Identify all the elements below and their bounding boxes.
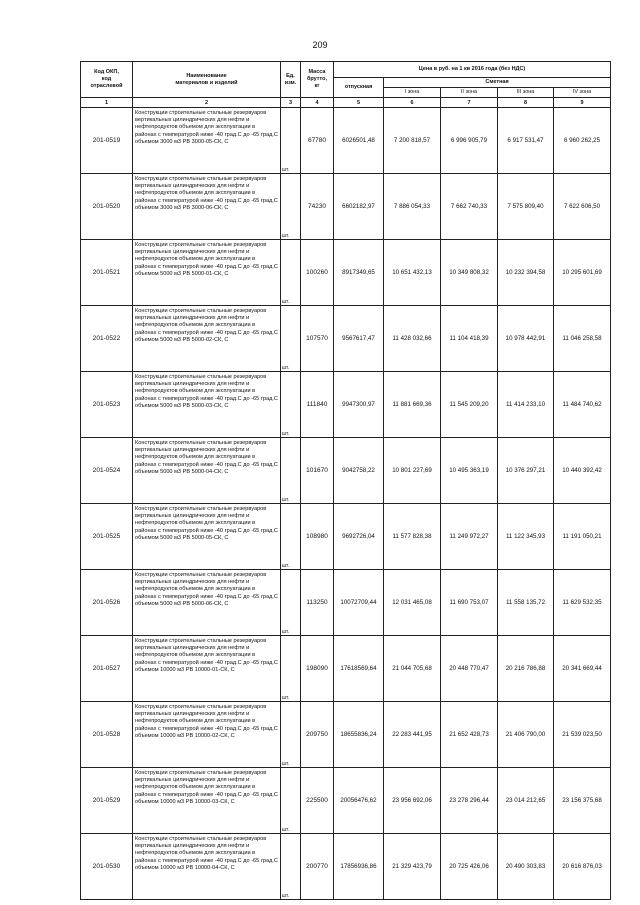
gross-mass: 101670 xyxy=(301,438,334,504)
material-name: Конструкции строительные стальные резервуаров вертикальных цилиндрических для нефти и нефтепродуктов объемом для эксплуатации в районах с температурой ниже -40 град.С до -65 град.С объемом 10000 м3 РВ 10000-03-СК, С xyxy=(133,768,281,834)
price-zone-4: 20 341 669,44 xyxy=(554,636,611,702)
table-row xyxy=(81,834,611,900)
unit-of-measure: шт. xyxy=(281,108,301,174)
wholesale-price: 18655836,24 xyxy=(334,702,384,768)
okp-code: 201-0527 xyxy=(81,636,133,702)
column-number: 3 xyxy=(281,98,301,108)
table-row xyxy=(81,240,611,306)
column-number-row xyxy=(81,98,611,108)
material-name: Конструкции строительные стальные резервуаров вертикальных цилиндрических для нефти и нефтепродуктов объемом для эксплуатации в районах с температурой ниже -40 град.С до -65 град.С объемом 10000 м3 РВ 10000-04-СК, С xyxy=(133,834,281,900)
gross-mass: 113250 xyxy=(301,570,334,636)
price-zone-2: 6 996 905,79 xyxy=(441,108,498,174)
price-zone-3: 11 558 135,72 xyxy=(498,570,554,636)
header-wholesale: отпускная xyxy=(334,78,384,98)
material-name: Конструкции строительные стальные резервуаров вертикальных цилиндрических для нефти и нефтепродуктов объемом для эксплуатации в районах с температурой ниже -40 град.С до -65 град.С объемом 5000 м3 РВ 5000-05-СК, С xyxy=(133,504,281,570)
price-zone-3: 20 490 303,83 xyxy=(498,834,554,900)
header-zone-2: II зона xyxy=(441,88,498,98)
price-zone-1: 11 881 669,36 xyxy=(384,372,441,438)
price-zone-3: 10 376 297,21 xyxy=(498,438,554,504)
price-zone-2: 10 495 363,19 xyxy=(441,438,498,504)
price-zone-3: 10 978 442,91 xyxy=(498,306,554,372)
price-zone-2: 11 104 418,39 xyxy=(441,306,498,372)
wholesale-price: 20056476,62 xyxy=(334,768,384,834)
gross-mass: 209750 xyxy=(301,702,334,768)
unit-of-measure: шт. xyxy=(281,570,301,636)
unit-of-measure: шт. xyxy=(281,504,301,570)
price-zone-1: 11 428 032,66 xyxy=(384,306,441,372)
wholesale-price: 10072709,44 xyxy=(334,570,384,636)
material-name: Конструкции строительные стальные резервуаров вертикальных цилиндрических для нефти и нефтепродуктов объемом для эксплуатации в районах с температурой ниже -40 град.С до -65 град.С объемом 5000 м3 РВ 5000-06-СК, С xyxy=(133,570,281,636)
price-zone-1: 10 801 227,69 xyxy=(384,438,441,504)
price-zone-1: 11 577 828,38 xyxy=(384,504,441,570)
price-zone-4: 20 616 876,03 xyxy=(554,834,611,900)
price-zone-1: 21 044 705,68 xyxy=(384,636,441,702)
table-row xyxy=(81,768,611,834)
column-number: 1 xyxy=(81,98,133,108)
price-zone-4: 10 295 601,69 xyxy=(554,240,611,306)
price-zone-2: 11 690 753,07 xyxy=(441,570,498,636)
table-row xyxy=(81,702,611,768)
price-zone-4: 11 046 258,58 xyxy=(554,306,611,372)
price-zone-3: 11 122 345,93 xyxy=(498,504,554,570)
material-name: Конструкции строительные стальные резервуаров вертикальных цилиндрических для нефти и нефтепродуктов объемом для эксплуатации в районах с температурой ниже -40 град.С до -65 град.С объемом 10000 м3 РВ 10000-01-СК, С xyxy=(133,636,281,702)
header-zone-1: I зона xyxy=(384,88,441,98)
column-number: 2 xyxy=(133,98,281,108)
price-zone-4: 11 484 740,62 xyxy=(554,372,611,438)
price-zone-2: 23 278 296,44 xyxy=(441,768,498,834)
price-zone-2: 11 545 209,20 xyxy=(441,372,498,438)
okp-code: 201-0520 xyxy=(81,174,133,240)
wholesale-price: 9567617,47 xyxy=(334,306,384,372)
price-zone-4: 10 440 392,42 xyxy=(554,438,611,504)
wholesale-price: 9042758,22 xyxy=(334,438,384,504)
table-row xyxy=(81,306,611,372)
price-zone-3: 7 575 809,40 xyxy=(498,174,554,240)
price-zone-3: 21 406 790,00 xyxy=(498,702,554,768)
wholesale-price: 9692726,04 xyxy=(334,504,384,570)
price-zone-2: 7 662 740,33 xyxy=(441,174,498,240)
wholesale-price: 9947300,97 xyxy=(334,372,384,438)
header-name: Наименование материалов и изделий xyxy=(133,62,281,98)
price-zone-4: 21 539 023,50 xyxy=(554,702,611,768)
price-zone-3: 20 216 786,88 xyxy=(498,636,554,702)
gross-mass: 200770 xyxy=(301,834,334,900)
gross-mass: 67780 xyxy=(301,108,334,174)
price-zone-1: 12 031 465,08 xyxy=(384,570,441,636)
table-row xyxy=(81,504,611,570)
unit-of-measure: шт. xyxy=(281,372,301,438)
price-zone-1: 7 200 818,57 xyxy=(384,108,441,174)
header-zone-4: IV зона xyxy=(554,88,611,98)
page-number: 209 xyxy=(312,40,328,50)
price-zone-4: 11 629 532,35 xyxy=(554,570,611,636)
header-code: Код ОКП, код отраслевой xyxy=(81,62,133,98)
column-number: 5 xyxy=(334,98,384,108)
price-zone-3: 11 414 233,10 xyxy=(498,372,554,438)
table-row xyxy=(81,174,611,240)
column-number: 6 xyxy=(384,98,441,108)
gross-mass: 198090 xyxy=(301,636,334,702)
price-zone-2: 20 725 426,06 xyxy=(441,834,498,900)
unit-of-measure: шт. xyxy=(281,702,301,768)
gross-mass: 100260 xyxy=(301,240,334,306)
header-mass: Масса брутто, кг xyxy=(301,62,334,98)
unit-of-measure: шт. xyxy=(281,768,301,834)
wholesale-price: 17618569,64 xyxy=(334,636,384,702)
price-zone-1: 10 651 432,13 xyxy=(384,240,441,306)
column-number: 7 xyxy=(441,98,498,108)
okp-code: 201-0523 xyxy=(81,372,133,438)
gross-mass: 108980 xyxy=(301,504,334,570)
price-zone-3: 23 014 212,65 xyxy=(498,768,554,834)
gross-mass: 74230 xyxy=(301,174,334,240)
okp-code: 201-0519 xyxy=(81,108,133,174)
price-zone-1: 23 956 692,06 xyxy=(384,768,441,834)
table-row xyxy=(81,108,611,174)
wholesale-price: 6602182,97 xyxy=(334,174,384,240)
wholesale-price: 6026501,48 xyxy=(334,108,384,174)
price-zone-4: 7 622 606,50 xyxy=(554,174,611,240)
wholesale-price: 17856936,86 xyxy=(334,834,384,900)
price-zone-3: 6 917 531,47 xyxy=(498,108,554,174)
material-name: Конструкции строительные стальные резервуаров вертикальных цилиндрических для нефти и нефтепродуктов объемом для эксплуатации в районах с температурой ниже -40 град.С до -65 град.С объемом 3000 м3 РВ 3000-05-СК, С xyxy=(133,108,281,174)
okp-code: 201-0524 xyxy=(81,438,133,504)
table-row xyxy=(81,438,611,504)
gross-mass: 111840 xyxy=(301,372,334,438)
material-name: Конструкции строительные стальные резервуаров вертикальных цилиндрических для нефти и нефтепродуктов объемом для эксплуатации в районах с температурой ниже -40 град.С до -65 град.С объемом 10000 м3 РВ 10000-02-СК, С xyxy=(133,702,281,768)
gross-mass: 107570 xyxy=(301,306,334,372)
material-name: Конструкции строительные стальные резервуаров вертикальных цилиндрических для нефти и нефтепродуктов объемом для эксплуатации в районах с температурой ниже -40 град.С до -65 град.С объемом 3000 м3 РВ 3000-06-СК, С xyxy=(133,174,281,240)
price-zone-4: 23 156 375,68 xyxy=(554,768,611,834)
price-zone-4: 11 191 050,21 xyxy=(554,504,611,570)
header-price-title: Цена в руб. на 1 кв 2016 года (без НДС) xyxy=(334,62,611,78)
column-number: 4 xyxy=(301,98,334,108)
price-zone-1: 7 886 054,33 xyxy=(384,174,441,240)
unit-of-measure: шт. xyxy=(281,240,301,306)
material-name: Конструкции строительные стальные резервуаров вертикальных цилиндрических для нефти и нефтепродуктов объемом для эксплуатации в районах с температурой ниже -40 град.С до -65 град.С объемом 5000 м3 РВ 5000-01-СК, С xyxy=(133,240,281,306)
okp-code: 201-0525 xyxy=(81,504,133,570)
okp-code: 201-0529 xyxy=(81,768,133,834)
column-number: 8 xyxy=(498,98,554,108)
column-number: 9 xyxy=(554,98,611,108)
header-estimate: Сметная xyxy=(384,78,611,88)
unit-of-measure: шт. xyxy=(281,438,301,504)
price-zone-2: 11 249 972,27 xyxy=(441,504,498,570)
okp-code: 201-0526 xyxy=(81,570,133,636)
gross-mass: 225500 xyxy=(301,768,334,834)
okp-code: 201-0528 xyxy=(81,702,133,768)
unit-of-measure: шт. xyxy=(281,834,301,900)
price-zone-1: 22 283 441,95 xyxy=(384,702,441,768)
price-zone-1: 21 329 423,79 xyxy=(384,834,441,900)
price-table xyxy=(80,61,611,900)
price-zone-2: 20 448 770,47 xyxy=(441,636,498,702)
okp-code: 201-0522 xyxy=(81,306,133,372)
price-zone-3: 10 232 394,58 xyxy=(498,240,554,306)
price-zone-4: 6 960 262,25 xyxy=(554,108,611,174)
unit-of-measure: шт. xyxy=(281,306,301,372)
price-zone-2: 21 652 428,73 xyxy=(441,702,498,768)
okp-code: 201-0521 xyxy=(81,240,133,306)
wholesale-price: 8917349,65 xyxy=(334,240,384,306)
table-row xyxy=(81,570,611,636)
header-zone-3: III зона xyxy=(498,88,554,98)
table-row xyxy=(81,372,611,438)
unit-of-measure: шт. xyxy=(281,174,301,240)
material-name: Конструкции строительные стальные резервуаров вертикальных цилиндрических для нефти и нефтепродуктов объемом для эксплуатации в районах с температурой ниже -40 град.С до -65 град.С объемом 5000 м3 РВ 5000-02-СК, С xyxy=(133,306,281,372)
header-unit: Ед. изм. xyxy=(281,62,301,98)
material-name: Конструкции строительные стальные резервуаров вертикальных цилиндрических для нефти и нефтепродуктов объемом для эксплуатации в районах с температурой ниже -40 град.С до -65 град.С объемом 5000 м3 РВ 5000-03-СК, С xyxy=(133,372,281,438)
okp-code: 201-0530 xyxy=(81,834,133,900)
material-name: Конструкции строительные стальные резервуаров вертикальных цилиндрических для нефти и нефтепродуктов объемом для эксплуатации в районах с температурой ниже -40 град.С до -65 град.С объемом 5000 м3 РВ 5000-04-СК, С xyxy=(133,438,281,504)
unit-of-measure: шт. xyxy=(281,636,301,702)
price-zone-2: 10 349 808,32 xyxy=(441,240,498,306)
table-row xyxy=(81,636,611,702)
